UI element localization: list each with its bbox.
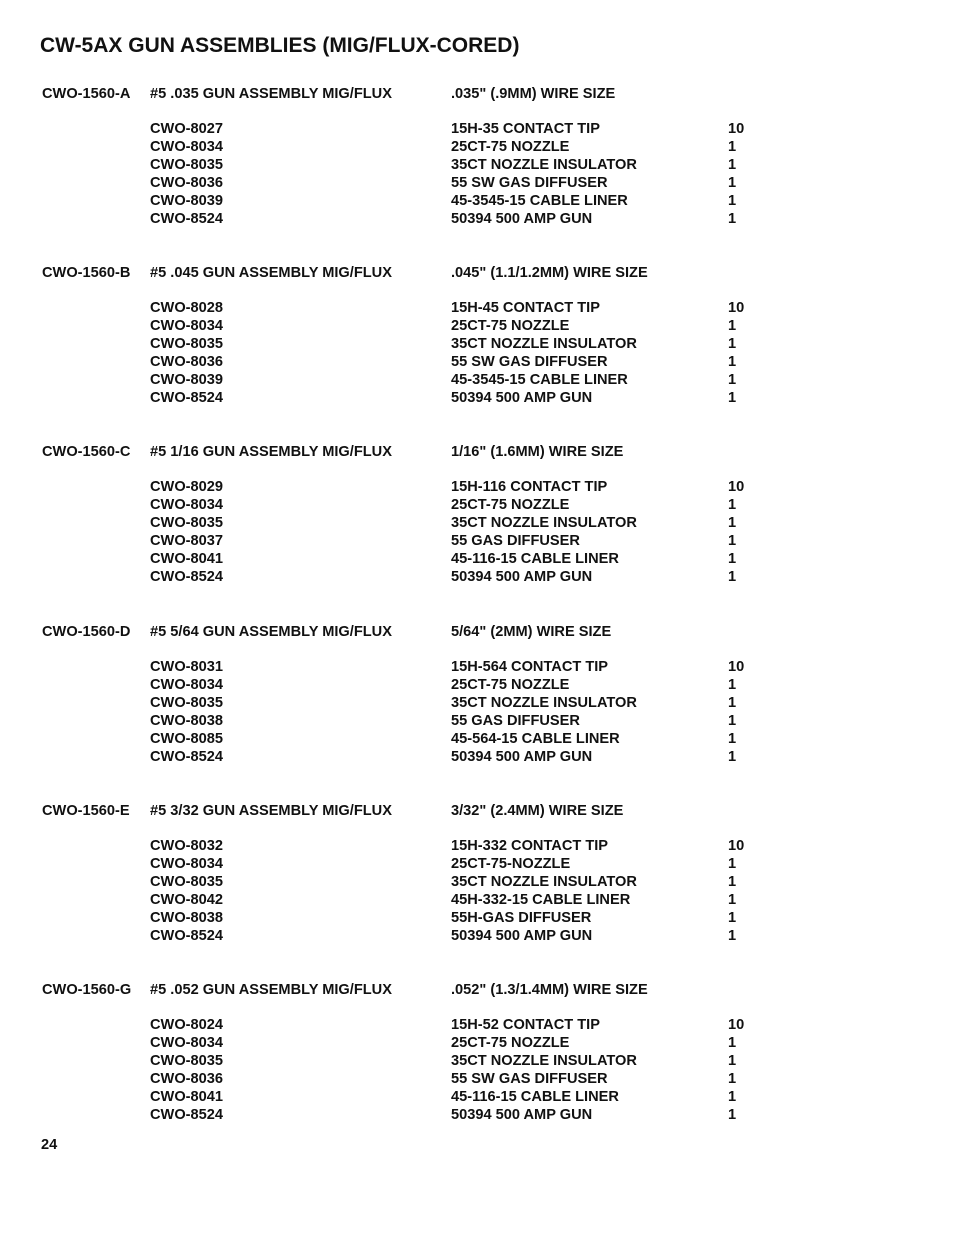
part-description: 45-564-15 CABLE LINER (451, 730, 620, 747)
part-row (0, 1034, 954, 1052)
part-description: 55H-GAS DIFFUSER (451, 909, 592, 926)
part-description: 50394 500 AMP GUN (451, 390, 593, 407)
part-quantity: 1 (728, 712, 737, 729)
part-row (0, 568, 954, 586)
part-row (0, 156, 954, 174)
part-quantity: 10 (728, 658, 745, 675)
part-number: CWO-8524 (150, 390, 223, 407)
assembly-description: #5 .052 GUN ASSEMBLY MIG/FLUX (150, 982, 392, 998)
part-row (0, 748, 954, 766)
part-number: CWO-8038 (150, 909, 223, 926)
part-number: CWO-8041 (150, 551, 223, 568)
assembly-header (0, 85, 954, 103)
part-number: CWO-8035 (150, 515, 223, 532)
part-description: 15H-564 CONTACT TIP (451, 658, 609, 675)
part-number: CWO-8524 (150, 211, 223, 227)
part-row (0, 192, 954, 210)
part-description: 35CT NOZZLE INSULATOR (451, 157, 637, 173)
part-quantity: 1 (728, 1053, 737, 1069)
part-quantity: 10 (728, 479, 745, 496)
part-number: CWO-8041 (150, 1089, 223, 1105)
part-number: CWO-8029 (150, 479, 223, 496)
part-description: 25CT-75 NOZZLE (451, 1035, 570, 1051)
part-quantity: 1 (728, 1107, 737, 1123)
wire-size: .035" (.9MM) WIRE SIZE (451, 86, 616, 102)
part-number: CWO-8034 (150, 318, 223, 335)
part-row (0, 1088, 954, 1106)
part-row (0, 1052, 954, 1070)
part-description: 15H-45 CONTACT TIP (451, 300, 600, 317)
part-description: 25CT-75 NOZZLE (451, 497, 570, 514)
part-row (0, 676, 954, 694)
part-description: 35CT NOZZLE INSULATOR (451, 694, 637, 711)
part-quantity: 1 (728, 157, 737, 173)
assembly-description: #5 5/64 GUN ASSEMBLY MIG/FLUX (150, 623, 392, 640)
assembly-code: CWO-1560-A (42, 86, 131, 102)
part-number: CWO-8085 (150, 730, 223, 747)
part-number: CWO-8028 (150, 300, 223, 317)
part-number: CWO-8032 (150, 837, 223, 854)
part-quantity: 1 (728, 515, 737, 532)
part-quantity: 1 (728, 354, 737, 371)
assembly-description: #5 1/16 GUN ASSEMBLY MIG/FLUX (150, 444, 392, 461)
part-number: CWO-8034 (150, 497, 223, 514)
part-quantity: 1 (728, 318, 737, 335)
part-row (0, 532, 954, 550)
part-quantity: 1 (728, 748, 737, 765)
part-description: 25CT-75 NOZZLE (451, 676, 570, 693)
part-description: 35CT NOZZLE INSULATOR (451, 515, 637, 532)
part-description: 25CT-75-NOZZLE (451, 855, 571, 872)
part-number: CWO-8036 (150, 175, 223, 191)
assembly-code: CWO-1560-E (42, 802, 130, 819)
part-quantity: 1 (728, 533, 737, 550)
part-number: CWO-8034 (150, 855, 223, 872)
part-description: 55 GAS DIFFUSER (451, 712, 580, 729)
part-row (0, 335, 954, 353)
part-description: 25CT-75 NOZZLE (451, 139, 570, 155)
part-number: CWO-8524 (150, 927, 223, 944)
part-number: CWO-8035 (150, 157, 223, 173)
assembly-code: CWO-1560-B (42, 265, 131, 282)
part-description: 50394 500 AMP GUN (451, 1107, 593, 1123)
part-description: 55 SW GAS DIFFUSER (451, 175, 608, 191)
part-quantity: 1 (728, 336, 737, 353)
part-quantity: 1 (728, 372, 737, 389)
assembly-header (0, 802, 954, 820)
part-number: CWO-8034 (150, 139, 223, 155)
part-row (0, 496, 954, 514)
part-row (0, 1016, 954, 1034)
part-row (0, 837, 954, 855)
part-quantity: 1 (728, 139, 737, 155)
part-row (0, 1106, 954, 1124)
part-row (0, 891, 954, 909)
part-quantity: 1 (728, 1089, 737, 1105)
part-quantity: 1 (728, 569, 737, 586)
assembly-description: #5 3/32 GUN ASSEMBLY MIG/FLUX (150, 802, 392, 819)
part-description: 15H-52 CONTACT TIP (451, 1017, 600, 1033)
part-quantity: 1 (728, 390, 737, 407)
part-description: 55 SW GAS DIFFUSER (451, 354, 608, 371)
part-number: CWO-8035 (150, 873, 223, 890)
part-row (0, 299, 954, 317)
part-row (0, 514, 954, 532)
part-quantity: 1 (728, 551, 737, 568)
part-quantity: 1 (728, 927, 737, 944)
part-quantity: 10 (728, 121, 745, 137)
part-quantity: 10 (728, 837, 745, 854)
part-quantity: 1 (728, 175, 737, 191)
part-quantity: 10 (728, 1017, 745, 1033)
part-number: CWO-8039 (150, 193, 223, 209)
part-quantity: 1 (728, 1035, 737, 1051)
part-row (0, 550, 954, 568)
part-number: CWO-8524 (150, 1107, 223, 1123)
part-row (0, 120, 954, 138)
part-row (0, 1070, 954, 1088)
part-row (0, 371, 954, 389)
part-row (0, 210, 954, 228)
page-number: 24 (41, 1137, 58, 1153)
part-quantity: 1 (728, 193, 737, 209)
part-description: 25CT-75 NOZZLE (451, 318, 570, 335)
part-quantity: 1 (728, 1071, 737, 1087)
assembly-code: CWO-1560-G (42, 982, 132, 998)
part-description: 50394 500 AMP GUN (451, 211, 593, 227)
part-number: CWO-8042 (150, 891, 223, 908)
assembly-header (0, 981, 954, 999)
part-description: 50394 500 AMP GUN (451, 748, 593, 765)
page-title: CW-5AX GUN ASSEMBLIES (MIG/FLUX-CORED) (40, 34, 520, 57)
part-description: 35CT NOZZLE INSULATOR (451, 873, 637, 890)
part-row (0, 478, 954, 496)
part-number: CWO-8039 (150, 372, 223, 389)
part-description: 45H-332-15 CABLE LINER (451, 891, 631, 908)
assembly-description: #5 .035 GUN ASSEMBLY MIG/FLUX (150, 86, 392, 102)
assembly-header (0, 623, 954, 641)
part-number: CWO-8524 (150, 748, 223, 765)
part-number: CWO-8036 (150, 1071, 223, 1087)
wire-size: .045" (1.1/1.2MM) WIRE SIZE (451, 265, 648, 282)
part-number: CWO-8037 (150, 533, 223, 550)
part-description: 50394 500 AMP GUN (451, 569, 593, 586)
part-row (0, 855, 954, 873)
part-number: CWO-8031 (150, 658, 223, 675)
part-number: CWO-8524 (150, 569, 223, 586)
part-number: CWO-8035 (150, 694, 223, 711)
part-description: 35CT NOZZLE INSULATOR (451, 336, 637, 353)
part-description: 15H-35 CONTACT TIP (451, 121, 600, 137)
part-number: CWO-8034 (150, 1035, 223, 1051)
part-quantity: 1 (728, 497, 737, 514)
part-quantity: 1 (728, 873, 737, 890)
part-quantity: 1 (728, 676, 737, 693)
part-description: 15H-116 CONTACT TIP (451, 479, 608, 496)
part-quantity: 1 (728, 909, 737, 926)
part-number: CWO-8027 (150, 121, 223, 137)
part-row (0, 694, 954, 712)
part-description: 50394 500 AMP GUN (451, 927, 593, 944)
part-row (0, 927, 954, 945)
part-description: 55 SW GAS DIFFUSER (451, 1071, 608, 1087)
part-row (0, 658, 954, 676)
wire-size: 3/32" (2.4MM) WIRE SIZE (451, 802, 624, 819)
part-quantity: 1 (728, 694, 737, 711)
part-row (0, 138, 954, 156)
part-row (0, 712, 954, 730)
part-quantity: 1 (728, 211, 737, 227)
assembly-code: CWO-1560-C (42, 444, 131, 461)
part-number: CWO-8035 (150, 1053, 223, 1069)
part-number: CWO-8024 (150, 1017, 223, 1033)
part-quantity: 1 (728, 730, 737, 747)
wire-size: .052" (1.3/1.4MM) WIRE SIZE (451, 982, 648, 998)
part-row (0, 873, 954, 891)
part-quantity: 10 (728, 300, 745, 317)
part-description: 45-3545-15 CABLE LINER (451, 193, 628, 209)
part-quantity: 1 (728, 891, 737, 908)
part-number: CWO-8034 (150, 676, 223, 693)
wire-size: 1/16" (1.6MM) WIRE SIZE (451, 444, 624, 461)
part-description: 45-116-15 CABLE LINER (451, 551, 619, 568)
part-description: 35CT NOZZLE INSULATOR (451, 1053, 637, 1069)
part-row (0, 389, 954, 407)
part-description: 15H-332 CONTACT TIP (451, 837, 609, 854)
part-number: CWO-8038 (150, 712, 223, 729)
part-number: CWO-8035 (150, 336, 223, 353)
part-description: 55 GAS DIFFUSER (451, 533, 580, 550)
assembly-header (0, 443, 954, 461)
part-row (0, 174, 954, 192)
assembly-header (0, 264, 954, 282)
assembly-code: CWO-1560-D (42, 623, 131, 640)
part-row (0, 730, 954, 748)
wire-size: 5/64" (2MM) WIRE SIZE (451, 623, 612, 640)
part-row (0, 353, 954, 371)
part-quantity: 1 (728, 855, 737, 872)
part-row (0, 909, 954, 927)
part-description: 45-116-15 CABLE LINER (451, 1089, 619, 1105)
assembly-description: #5 .045 GUN ASSEMBLY MIG/FLUX (150, 265, 392, 282)
part-row (0, 317, 954, 335)
part-number: CWO-8036 (150, 354, 223, 371)
part-description: 45-3545-15 CABLE LINER (451, 372, 628, 389)
